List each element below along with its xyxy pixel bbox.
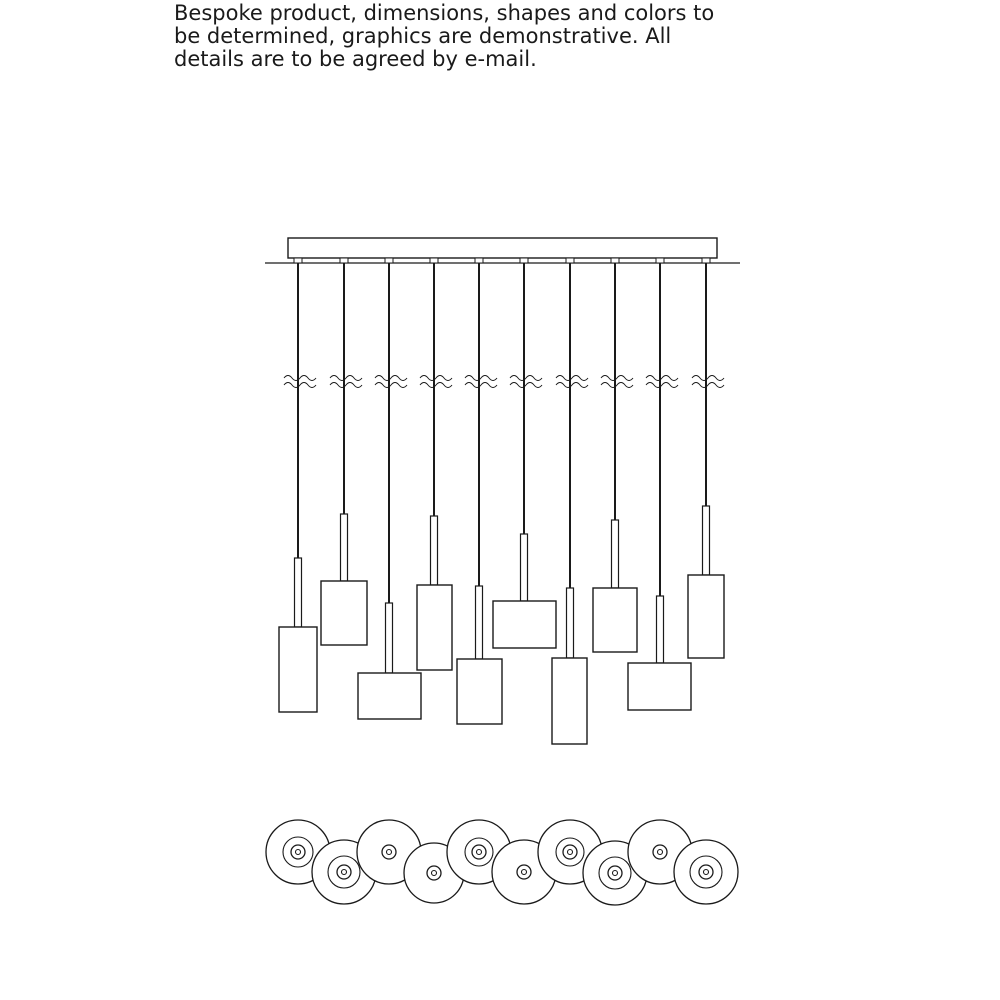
pendant-stem xyxy=(431,516,438,585)
pendant-shade xyxy=(321,581,367,645)
pendant-shade xyxy=(279,627,317,712)
pendant-shade xyxy=(358,673,421,719)
pendant-stem xyxy=(521,534,528,601)
pendant-mount xyxy=(520,258,528,263)
break-symbol xyxy=(601,376,633,388)
pendant-shade xyxy=(593,588,637,652)
pendant-stem xyxy=(703,506,710,575)
break-symbol xyxy=(330,376,362,388)
pendant-stem xyxy=(295,558,302,627)
pendant-mount xyxy=(385,258,393,263)
top-view-disc-10 xyxy=(674,840,738,904)
break-symbol xyxy=(692,376,724,388)
disclaimer-line-1: Bespoke product, dimensions, shapes and colors to xyxy=(174,1,715,25)
pendant-shade xyxy=(493,601,556,648)
pendant-mount xyxy=(294,258,302,263)
pendant-10 xyxy=(688,258,724,658)
pendant-stem xyxy=(657,596,664,663)
pendant-4 xyxy=(417,258,452,670)
pendant-mount xyxy=(475,258,483,263)
pendant-mount xyxy=(566,258,574,263)
break-symbol xyxy=(375,376,407,388)
break-symbol xyxy=(510,376,542,388)
break-symbol xyxy=(420,376,452,388)
pendant-stem xyxy=(567,588,574,658)
break-symbol xyxy=(284,376,316,388)
pendant-stem xyxy=(386,603,393,673)
pendant-stem xyxy=(612,520,619,588)
disclaimer-line-2: be determined, graphics are demonstrative. All xyxy=(174,24,672,48)
break-symbol xyxy=(465,376,497,388)
pendant-mount xyxy=(430,258,438,263)
top-view xyxy=(266,820,738,905)
pendant-shade xyxy=(628,663,691,710)
pendant-6 xyxy=(493,258,556,648)
pendant-shade xyxy=(417,585,452,670)
elevation-view xyxy=(265,238,740,744)
pendant-shade xyxy=(552,658,587,744)
pendant-mount xyxy=(611,258,619,263)
break-symbol xyxy=(646,376,678,388)
pendant-stem xyxy=(341,514,348,581)
pendant-1 xyxy=(279,258,317,712)
pendant-8 xyxy=(593,258,637,652)
break-symbol xyxy=(556,376,588,388)
pendant-shade xyxy=(457,659,502,724)
pendants xyxy=(279,258,724,744)
pendant-mount xyxy=(340,258,348,263)
pendant-mount xyxy=(702,258,710,263)
pendant-7 xyxy=(552,258,588,744)
pendant-mount xyxy=(656,258,664,263)
disc-outer xyxy=(674,840,738,904)
pendant-stem xyxy=(476,586,483,659)
pendant-shade xyxy=(688,575,724,658)
pendant-5 xyxy=(457,258,502,724)
pendant-3 xyxy=(358,258,421,719)
pendant-2 xyxy=(321,258,367,645)
ceiling-canopy xyxy=(288,238,717,258)
disclaimer-line-3: details are to be agreed by e-mail. xyxy=(174,47,537,71)
